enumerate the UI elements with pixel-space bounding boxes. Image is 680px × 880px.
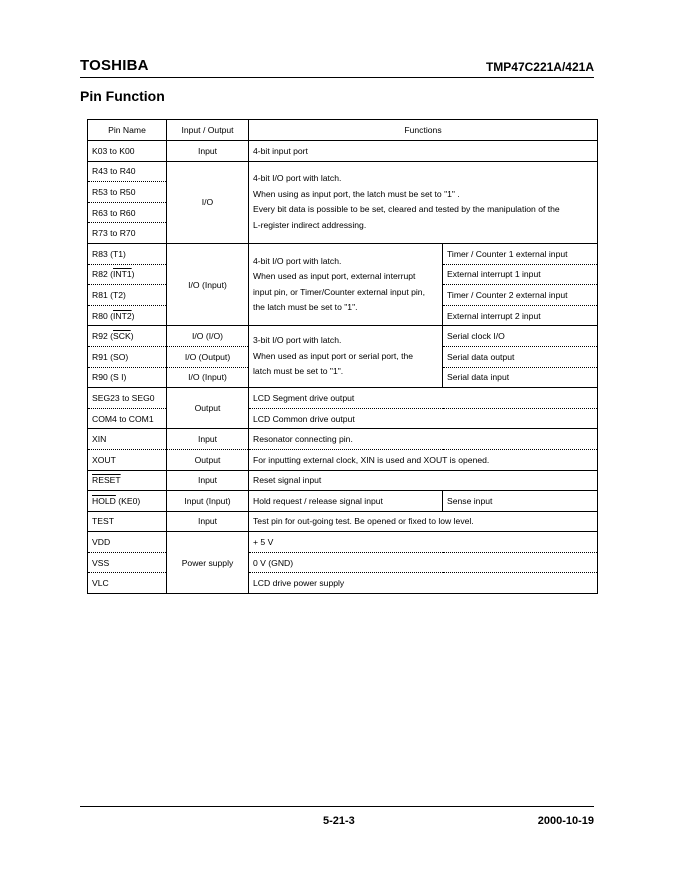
header-functions: Functions [249, 120, 598, 141]
table-row [88, 141, 598, 162]
function-line: the latch must be set to "1". [253, 302, 358, 313]
pin-io: Input [167, 470, 249, 491]
function-line: L-register indirect addressing. [253, 219, 367, 230]
pin-name: TEST [88, 511, 167, 532]
pin-function-table [87, 119, 598, 594]
function-line: 4-bit I/O port with latch. [253, 255, 342, 266]
table-row [88, 511, 598, 532]
header-divider [80, 77, 594, 78]
pin-io: I/O [167, 161, 249, 243]
pin-function: Test pin for out-going test. Be opened or fixed to low level. [249, 511, 598, 532]
pin-function: 0 V (GND) [249, 552, 598, 573]
pin-secondary-function: Sense input [443, 491, 598, 512]
pin-secondary-function: Timer / Counter 1 external input [443, 243, 598, 264]
pin-io: I/O (I/O) [167, 326, 249, 347]
pin-name: RESET [88, 470, 167, 491]
function-line: 4-bit I/O port with latch. [253, 173, 342, 184]
pin-name: K03 to K00 [88, 141, 167, 162]
function-line: Every bit data is possible to be set, cleared and tested by the manipulation of the [253, 204, 560, 215]
pin-name: R82 (INT1) [88, 264, 167, 285]
pin-function: + 5 V [249, 532, 598, 553]
page-number: 5-21-3 [323, 815, 355, 827]
pin-function: LCD drive power supply [249, 573, 598, 594]
pin-name: VLC [88, 573, 167, 594]
table-row [88, 429, 598, 450]
pin-name: VSS [88, 552, 167, 573]
pin-name: R91 (SO) [88, 346, 167, 367]
pin-io: I/O (Input) [167, 367, 249, 388]
pin-name: R80 (INT2) [88, 305, 167, 326]
table-row [88, 449, 598, 470]
pin-name: R92 $(\overline{SCK})$ [88, 326, 167, 347]
table-header-row [88, 120, 598, 141]
table-row [88, 408, 598, 429]
pin-secondary-function: External interrupt 2 input [443, 305, 598, 326]
pin-name: R83 (T1) [88, 243, 167, 264]
pin-name: XIN [88, 429, 167, 450]
pin-function-block [249, 326, 443, 388]
pin-io: Output [167, 388, 249, 429]
brand-logo: TOSHIBA [80, 57, 149, 74]
table-row [88, 491, 598, 512]
pin-function-block [249, 243, 443, 325]
pin-name: VDD [88, 532, 167, 553]
pin-secondary-function: Serial data input [443, 367, 598, 388]
pin-io: Power supply [167, 532, 249, 594]
table-row [88, 573, 598, 594]
pin-secondary-function: External interrupt 1 input [443, 264, 598, 285]
footer-divider [80, 806, 594, 807]
pin-name: R81 (T2) [88, 285, 167, 306]
pin-function: Reset signal input [249, 470, 598, 491]
pin-io: I/O (Input) [167, 243, 249, 325]
pin-secondary-function: Timer / Counter 2 external input [443, 285, 598, 306]
pin-function: Resonator connecting pin. [249, 429, 598, 450]
pin-name: R73 to R70 [88, 223, 167, 244]
pin-io: Input (Input) [167, 491, 249, 512]
pin-secondary-function: Serial clock I/O [443, 326, 598, 347]
document-id: TMP47C221A/421A [485, 60, 594, 74]
table-row [88, 470, 598, 491]
function-line: latch must be set to "1". [253, 366, 344, 377]
pin-secondary-function: Serial data output [443, 346, 598, 367]
pin-io: Input [167, 429, 249, 450]
table-row [88, 552, 598, 573]
pin-function: LCD Common drive output [249, 408, 598, 429]
pin-name: R63 to R60 [88, 202, 167, 223]
header-pin-name: Pin Name [88, 120, 167, 141]
table-row [88, 161, 598, 182]
pin-name: R90 (S I) [88, 367, 167, 388]
pin-io: Input [167, 511, 249, 532]
function-line: input pin, or Timer/Counter external input pin, [253, 286, 425, 297]
pin-io: Input [167, 141, 249, 162]
table-row [88, 532, 598, 553]
header-input-output: Input / Output [167, 120, 249, 141]
pin-function: LCD Segment drive output [249, 388, 598, 409]
pin-function: For inputting external clock, XIN is used and XOUT is opened. [249, 449, 598, 470]
function-line: 3-bit I/O port with latch. [253, 335, 342, 346]
function-line: When used as input port, external interrupt [253, 271, 416, 282]
pin-name: R53 to R50 [88, 182, 167, 203]
pin-function: Hold request / release signal input [249, 491, 443, 512]
table-row [88, 388, 598, 409]
pin-io: Output [167, 449, 249, 470]
pin-name: XOUT [88, 449, 167, 470]
function-line: When using as input port, the latch must be set to "1" . [253, 188, 460, 199]
document-date: 2000-10-19 [537, 815, 594, 827]
pin-name: HOLD (KE0) [88, 491, 167, 512]
page-title: Pin Function [80, 88, 165, 104]
pin-name: R43 to R40 [88, 161, 167, 182]
pin-function-block [249, 161, 598, 243]
pin-function: 4-bit input port [249, 141, 598, 162]
pin-name: SEG23 to SEG0 [88, 388, 167, 409]
pin-io: I/O (Output) [167, 346, 249, 367]
pin-name: COM4 to COM1 [88, 408, 167, 429]
table-row [88, 326, 598, 347]
table-row [88, 243, 598, 264]
function-line: When used as input port or serial port, the [253, 350, 414, 361]
